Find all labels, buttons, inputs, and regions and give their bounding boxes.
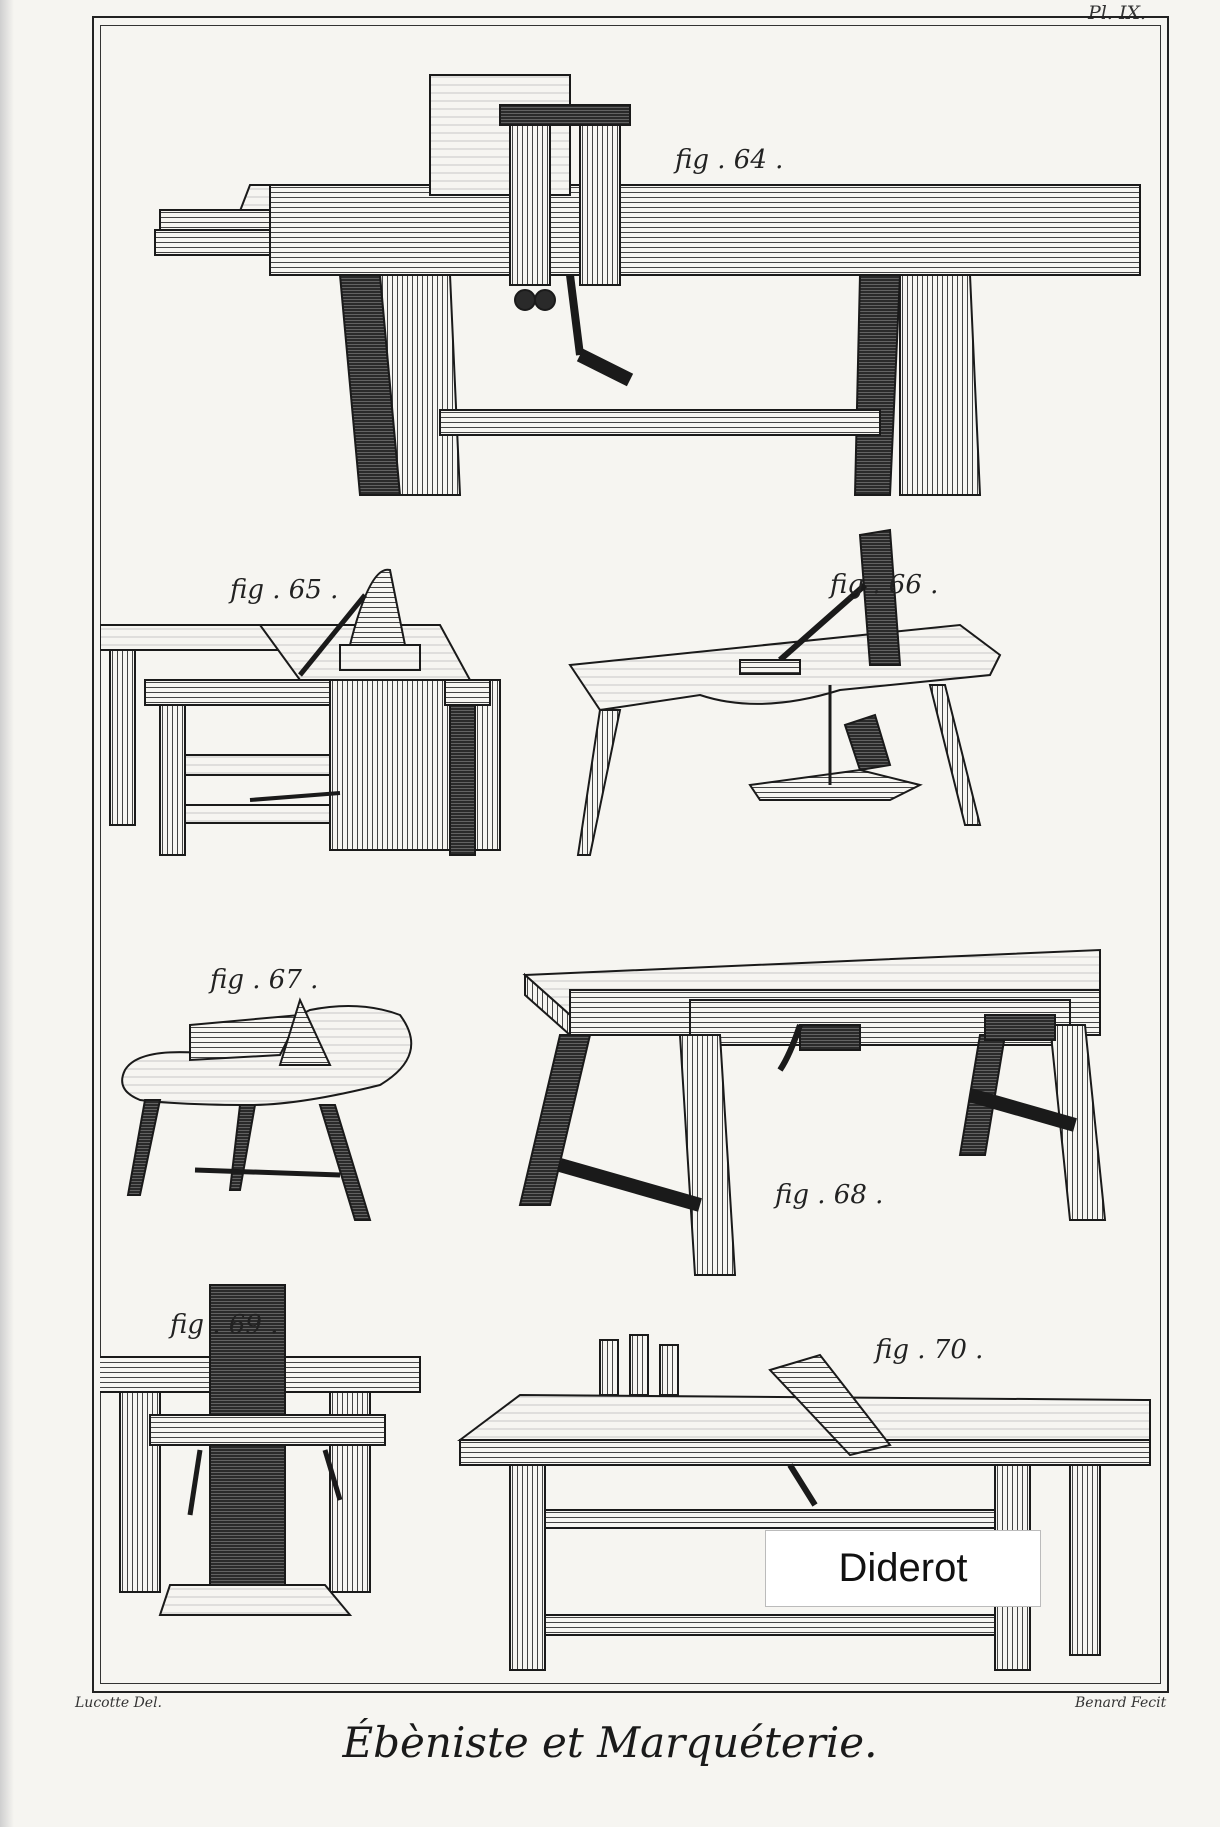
credit-draughtsman: Lucotte Del. [75, 1695, 163, 1711]
page-edge-shadow [0, 0, 14, 1827]
figure-65-label: fig . 65 . [230, 575, 339, 605]
figure-69-label: fig . 69 . [170, 1310, 279, 1340]
watermark-label: Diderot [765, 1530, 1041, 1607]
figure-70-label: fig . 70 . [875, 1335, 984, 1365]
engraving-illustrations [100, 25, 1161, 1684]
figure-67-label: fig . 67 . [210, 965, 319, 995]
figure-67-drawing [122, 1000, 411, 1220]
figure-64-drawing [155, 75, 1140, 495]
plate-number: Pl. IX. [1088, 2, 1147, 24]
figure-65-drawing [100, 570, 500, 855]
figure-68-drawing [520, 950, 1105, 1275]
figure-70-drawing [460, 1335, 1150, 1670]
plate-title: Ébèniste et Marquéterie. [342, 1718, 878, 1767]
figure-68-label: fig . 68 . [775, 1180, 884, 1210]
credit-engraver: Benard Fecit [1075, 1695, 1167, 1711]
figure-64-label: fig . 64 . [675, 145, 784, 175]
figure-66-label: fig . 66 . [830, 570, 939, 600]
